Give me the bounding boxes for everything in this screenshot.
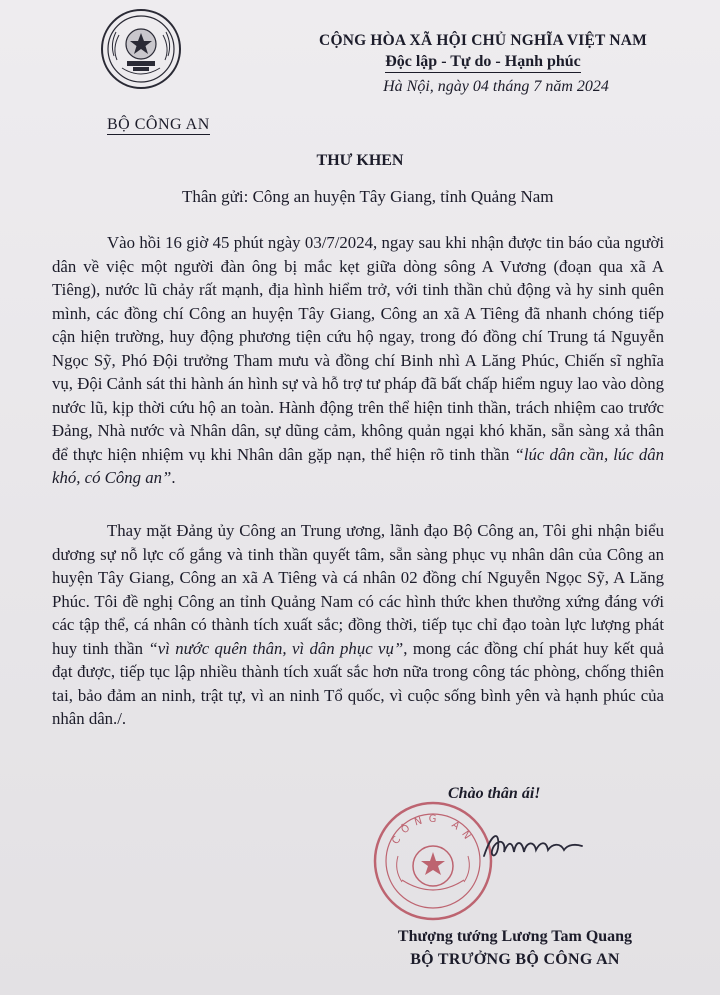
paragraph-1-text: Vào hồi 16 giờ 45 phút ngày 03/7/2024, ngay sau khi nhận được tin báo của người dân về việc một người đàn ông bị mắc kẹt giữa dòng sông A Vương (đoạn qua xã A Tiêng), nước lũ chảy rất mạnh, địa hình hiểm trở, với tinh thần chủ động và hy sinh quên mình, các đồng chí Công an huyện Tây Giang, Công an xã A Tiêng đã nhanh chóng tiếp cận hiện trường, huy động phương tiện cứu hộ ngay, trong đó đồng chí Trung tá Nguyễn Ngọc Sỹ, Phó Đội trưởng Tham mưu và đồng chí Binh nhì A Lăng Phúc, Chiến sĩ nghĩa vụ, Đội Cảnh sát thi hành án hình sự và hỗ trợ tư pháp đã bất chấp hiểm nguy lao vào dòng nước lũ, kịp thời cứu hộ an toàn. Hành động trên thể hiện tinh thần, trách nhiệm cao trước Đảng, Nhà nước và Nhân dân, sự dũng cảm, không quản ngại khó khăn, sẵn sàng xả thân để thực hiện nhiệm vụ khi Nhân dân gặp nạn, thể hiện rõ tinh thần — [52, 233, 664, 464]
svg-text:CÔNG AN — [390, 814, 475, 847]
nation-title: CỘNG HÒA XÃ HỘI CHỦ NGHĨA VIỆT NAM — [319, 32, 647, 49]
police-emblem-icon — [100, 8, 182, 90]
place-date: Hà Nội, ngày 04 tháng 7 năm 2024 — [383, 78, 609, 95]
paragraph-1-quote: “lúc dân cần, lúc dân khó, có Công an” — [52, 444, 664, 487]
organization-name: BỘ CÔNG AN — [107, 116, 210, 133]
official-seal-icon — [372, 800, 494, 922]
paragraph-2-end: , mong các đồng chí phát huy kết quả đạt được, tiếp tục lập nhiều thành tích xuất sắc hơn nữa trong công tác phòng, chống thiên tai, bảo đảm an ninh, trật tự, vì an ninh Tổ quốc, vì cuộc sống bình yên và hạnh phúc của nhân dân./. — [52, 638, 665, 728]
salutation: Thân gửi: Công an huyện Tây Giang, tỉnh Quảng Nam — [182, 187, 554, 206]
body-paragraph-2 — [52, 519, 664, 731]
body-paragraph-1 — [52, 231, 664, 490]
closing-greeting: Chào thân ái! — [448, 785, 541, 802]
national-motto: Độc lập - Tự do - Hạnh phúc — [318, 53, 648, 71]
paragraph-2-quote: “vì nước quên thân, vì dân phục vụ” — [148, 638, 404, 658]
seal-text: CÔNG AN — [390, 813, 476, 847]
letter-title: THƯ KHEN — [316, 152, 404, 169]
signer-position: BỘ TRƯỞNG BỘ CÔNG AN — [410, 951, 620, 968]
paragraph-1-end: . — [171, 468, 176, 487]
signer-name: Thượng tướng Lương Tam Quang — [397, 928, 633, 945]
handwritten-signature — [478, 826, 588, 866]
paragraph-2-text: Thay mặt Đảng ủy Công an Trung ương, lãnh đạo Bộ Công an, Tôi ghi nhận biểu dương sự nỗ lực cố gắng và tinh thần quyết tâm, sẵn sàng phục vụ nhân dân của Công an huyện Tây Giang, Công an xã A Tiêng và cá nhân 02 đồng chí Nguyễn Ngọc Sỹ, A Lăng Phúc. Tôi đề nghị Công an tỉnh Quảng Nam có các hình thức khen thưởng xứng đáng với các tập thể, cá nhân có thành tích xuất sắc; đồng thời, tiếp tục chỉ đạo toàn lực lượng phát huy tinh thần — [52, 521, 664, 658]
